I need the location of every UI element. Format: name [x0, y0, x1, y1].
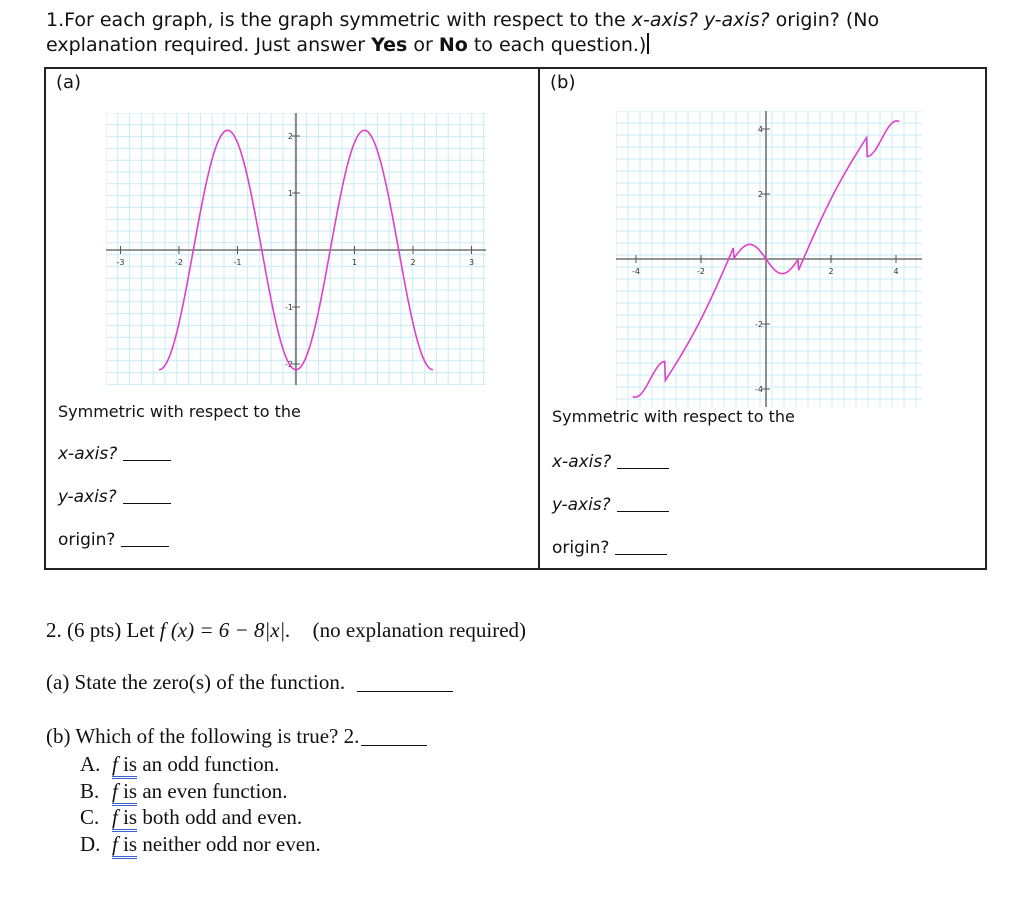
- panel-a-sym-label: Symmetric with respect to the: [58, 402, 301, 421]
- panel-b: [540, 69, 987, 568]
- panel-b-y-axis-question: [552, 495, 669, 515]
- question-1-heading: [46, 8, 1006, 58]
- q2a-answer-blank[interactable]: [357, 691, 453, 692]
- panel-a-origin-text: origin?: [58, 530, 116, 550]
- option-d-is: is: [117, 832, 138, 856]
- option-d-letter: D.: [80, 832, 101, 856]
- panel-a-y-axis-answer-blank[interactable]: [123, 503, 171, 504]
- panel-b-y-axis-answer-blank[interactable]: [617, 511, 669, 512]
- y-tick-label: 2: [287, 132, 293, 141]
- option-b: [80, 779, 288, 804]
- q2b-answer-blank[interactable]: [361, 745, 427, 746]
- option-a: [80, 752, 279, 777]
- option-d-f: f: [112, 832, 118, 856]
- q2-suffix: (no explanation required): [312, 618, 527, 642]
- x-tick-label: 2: [410, 258, 416, 267]
- option-c-is: is: [117, 805, 138, 829]
- question-2a: [46, 670, 453, 695]
- q1-line2-b: to each question.): [467, 34, 647, 56]
- q2b-text: (b) Which of the following is true? 2.: [46, 724, 360, 748]
- panel-b-sym-label: Symmetric with respect to the: [552, 407, 795, 426]
- x-tick-label: -2: [697, 267, 705, 276]
- option-b-text: an even function.: [137, 779, 288, 803]
- y-tick-label: 4: [757, 125, 763, 134]
- q2-function: f (x) = 6 − 8|x|.: [159, 618, 291, 642]
- option-a-letter: A.: [80, 752, 101, 776]
- panel-a: [46, 69, 540, 568]
- x-tick-label: 4: [893, 267, 899, 276]
- panel-b-origin-question: [552, 538, 667, 558]
- q1-no: No: [438, 34, 468, 56]
- option-a-underlined: [112, 752, 137, 779]
- y-tick-label: -1: [285, 303, 293, 312]
- option-d-text: neither odd nor even.: [137, 832, 321, 856]
- option-c-letter: C.: [80, 805, 100, 829]
- x-tick-label: 3: [468, 258, 475, 267]
- panel-b-x-axis-answer-blank[interactable]: [617, 468, 669, 469]
- y-tick-label: -4: [755, 385, 763, 394]
- panel-b-y-axis-text: y-axis?: [552, 495, 611, 515]
- panel-a-y-axis-question: [58, 487, 171, 507]
- panel-a-label: (a): [56, 72, 82, 93]
- panel-b-x-axis-text: x-axis?: [552, 452, 612, 472]
- question-2b: [46, 724, 427, 749]
- panel-a-x-axis-answer-blank[interactable]: [123, 460, 171, 461]
- panel-b-x-axis-question: [552, 452, 669, 472]
- y-tick-label: 2: [757, 190, 763, 199]
- text-cursor: [647, 33, 649, 54]
- graph-a: [106, 113, 486, 385]
- q1-x-axis: x-axis?: [631, 9, 705, 31]
- panel-a-x-axis-question: [58, 444, 171, 464]
- graph-a-axes: [106, 113, 486, 385]
- x-tick-label: -4: [632, 267, 640, 276]
- q1-y-axis: y-axis?: [704, 9, 776, 31]
- y-tick-label: -2: [285, 360, 293, 369]
- x-tick-label: 1: [351, 258, 358, 267]
- q2-prefix: 2. (6 pts) Let: [46, 618, 160, 642]
- y-tick-label: -2: [755, 320, 763, 329]
- panel-a-y-axis-text: y-axis?: [58, 487, 117, 507]
- graph-b: [616, 111, 922, 407]
- panel-b-origin-text: origin?: [552, 538, 610, 558]
- option-d-underlined: [112, 832, 137, 859]
- option-c-underlined: [112, 805, 137, 832]
- question-1-table: [44, 67, 987, 570]
- option-d: [80, 832, 321, 857]
- panel-a-origin-answer-blank[interactable]: [121, 546, 169, 547]
- q2a-text: (a) State the zero(s) of the function.: [46, 670, 346, 694]
- q1-origin: origin? (No: [775, 9, 880, 31]
- panel-b-label: (b): [550, 72, 576, 93]
- option-c-text: both odd and even.: [137, 805, 303, 829]
- y-tick-label: 1: [287, 189, 293, 198]
- option-b-f: f: [112, 779, 118, 803]
- panel-a-x-axis-text: x-axis?: [58, 444, 118, 464]
- q1-yes: Yes: [371, 34, 408, 56]
- x-tick-label: -3: [116, 258, 125, 267]
- x-tick-label: 2: [828, 267, 834, 276]
- q1-or: or: [407, 34, 439, 56]
- question-2-heading: [46, 618, 526, 643]
- option-b-underlined: [112, 779, 137, 806]
- option-a-f: f: [112, 752, 118, 776]
- x-tick-label: -2: [175, 258, 183, 267]
- option-b-is: is: [117, 779, 138, 803]
- option-c-f: f: [112, 805, 118, 829]
- option-c: [80, 805, 302, 830]
- x-tick-label: -1: [233, 258, 242, 267]
- q1-line2-a: explanation required. Just answer: [46, 34, 372, 56]
- option-a-text: an odd function.: [137, 752, 280, 776]
- q1-prefix: 1.For each graph, is the graph symmetric with respect to the: [46, 9, 632, 31]
- panel-a-origin-question: [58, 530, 169, 550]
- panel-b-origin-answer-blank[interactable]: [615, 554, 667, 555]
- option-b-letter: B.: [80, 779, 100, 803]
- option-a-is: is: [117, 752, 138, 776]
